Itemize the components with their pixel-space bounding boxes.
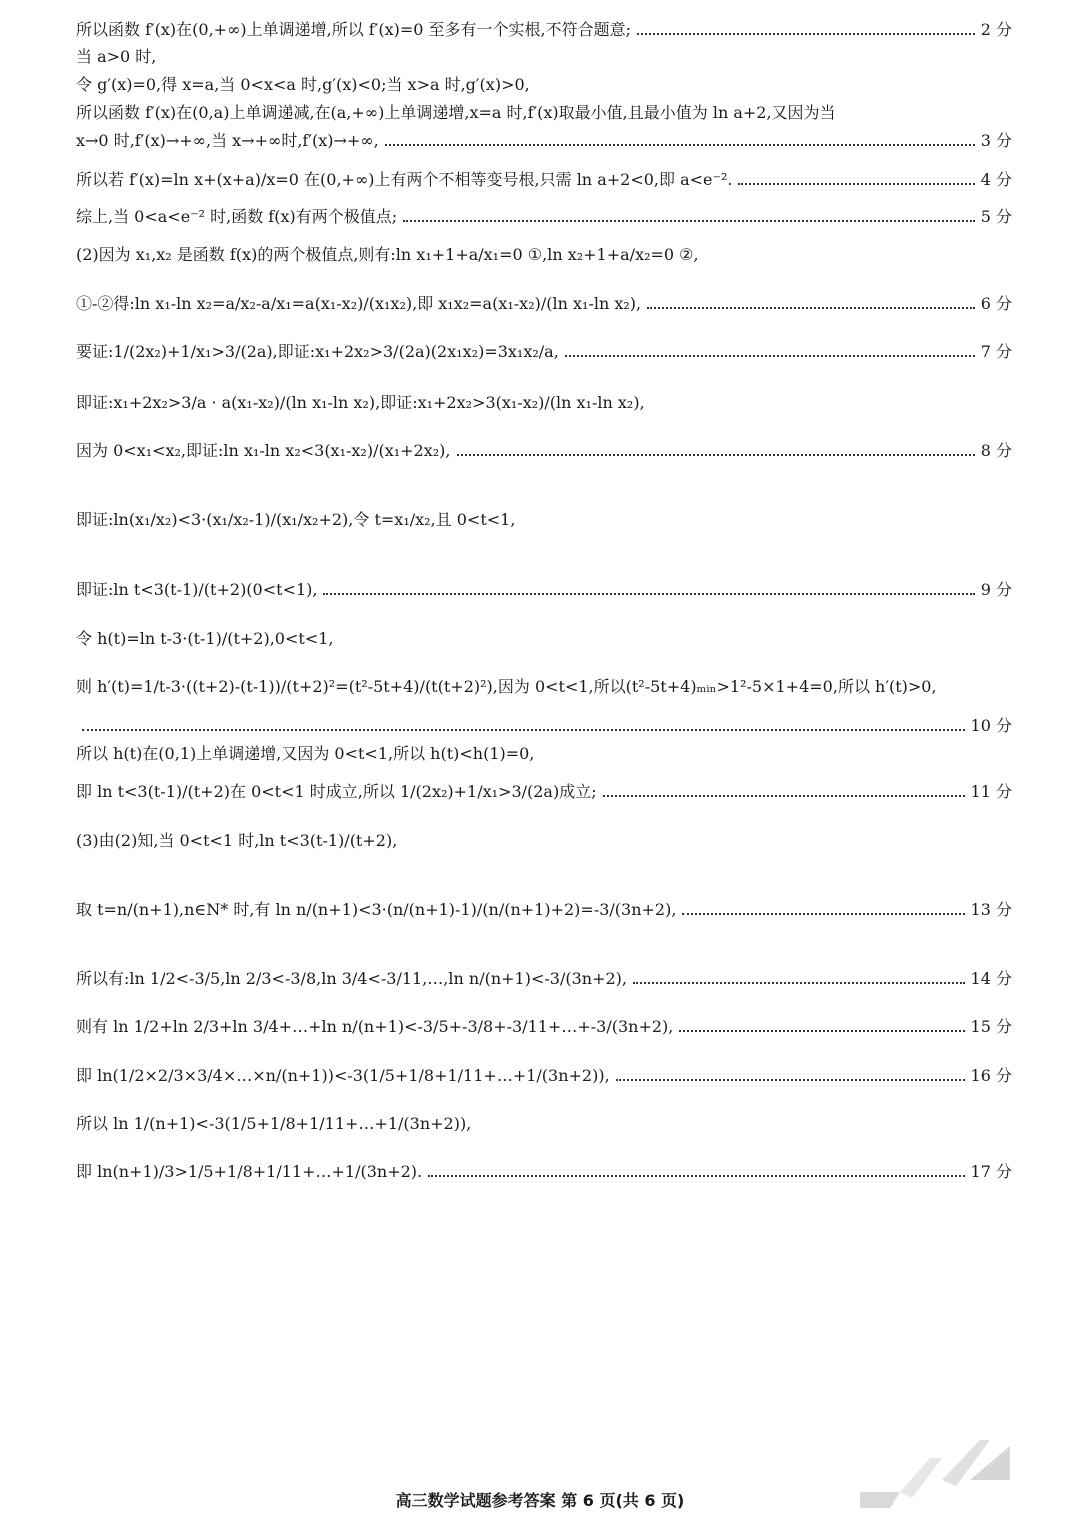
- solution-text: 所以若 f′(x)=ln x+(x+a)/x=0 在(0,+∞)上有两个不相等变号根,只需 ln a+2<0,即 a<e⁻².: [76, 170, 733, 189]
- solution-text: 令 h(t)=ln t-3·(t-1)/(t+2),0<t<1,: [76, 629, 334, 648]
- solution-line: [76, 1066, 1012, 1086]
- score-label: 9 分: [980, 580, 1012, 599]
- solution-text: 令 g′(x)=0,得 x=a,当 0<x<a 时,g′(x)<0;当 x>a 时,g′(x)>0,: [76, 75, 530, 94]
- solution-line: [76, 20, 1012, 40]
- dot-leader: [323, 593, 974, 595]
- score-label: 16 分: [970, 1066, 1012, 1085]
- solution-line: [76, 629, 1012, 649]
- solution-text: 所以有:ln 1/2<-3/5,ln 2/3<-3/8,ln 3/4<-3/11,…,ln n/(n+1)<-3/(3n+2),: [76, 969, 627, 988]
- solution-text: 所以函数 f′(x)在(0,+∞)上单调递增,所以 f′(x)=0 至多有一个实根,不符合题意;: [76, 20, 632, 39]
- score-label: 5 分: [980, 207, 1012, 226]
- solution-line: [76, 744, 1012, 764]
- score-label: 10 分: [970, 716, 1012, 735]
- solution-text: 即证:ln(x₁/x₂)<3·(x₁/x₂-1)/(x₁/x₂+2),令 t=x₁/x₂,且 0<t<1,: [76, 510, 516, 529]
- solution-line: [76, 170, 1012, 190]
- solution-line: [76, 245, 1012, 265]
- dot-leader: [679, 1030, 964, 1032]
- score-label: 11 分: [970, 782, 1012, 801]
- solution-text: 综上,当 0<a<e⁻² 时,函数 f(x)有两个极值点;: [76, 207, 398, 226]
- solution-line: [76, 677, 1012, 697]
- solution-text: 即证:ln t<3(t-1)/(t+2)(0<t<1),: [76, 580, 318, 599]
- dot-leader: [637, 33, 975, 35]
- solution-line: [76, 393, 1012, 413]
- score-label: 15 分: [970, 1017, 1012, 1036]
- score-label: 4 分: [980, 170, 1012, 189]
- dot-leader: [565, 355, 975, 357]
- dot-leader: [385, 144, 975, 146]
- solution-text: 即 ln(1/2×2/3×3/4×…×n/(n+1))<-3(1/5+1/8+1/11+…+1/(3n+2)),: [76, 1066, 610, 1085]
- solution-line: [76, 47, 1012, 67]
- dot-leader: [682, 913, 964, 915]
- solution-text: ①-②得:ln x₁-ln x₂=a/x₂-a/x₁=a(x₁-x₂)/(x₁x₂),即 x₁x₂=a(x₁-x₂)/(ln x₁-ln x₂),: [76, 294, 642, 313]
- solution-text: 则 h′(t)=1/t-3·((t+2)-(t-1))/(t+2)²=(t²-5t+4)/(t(t+2)²),因为 0<t<1,所以(t²-5t+4)ₘᵢₙ>1²-5×1+4=0,所以 h′(t)>0,: [76, 677, 937, 696]
- solution-line: [76, 716, 1012, 736]
- dot-leader: [428, 1175, 964, 1177]
- dot-leader: [403, 220, 975, 222]
- score-label: 3 分: [980, 131, 1012, 150]
- score-label: 14 分: [970, 969, 1012, 988]
- solution-text: x→0 时,f′(x)→+∞,当 x→+∞时,f′(x)→+∞,: [76, 131, 379, 150]
- solution-line: [76, 831, 1012, 851]
- dot-leader: [457, 454, 975, 456]
- solution-line: [76, 900, 1012, 920]
- dot-leader: [82, 729, 965, 731]
- solution-line: [76, 1017, 1012, 1037]
- solution-line: [76, 75, 1012, 95]
- solution-line: [76, 1114, 1012, 1134]
- solution-text: 所以函数 f′(x)在(0,a)上单调递减,在(a,+∞)上单调递增,x=a 时,f′(x)取最小值,且最小值为 ln a+2,又因为当: [76, 103, 836, 122]
- solution-text: 所以 h(t)在(0,1)上单调递增,又因为 0<t<1,所以 h(t)<h(1)=0,: [76, 744, 535, 763]
- score-label: 13 分: [970, 900, 1012, 919]
- dot-leader: [616, 1079, 965, 1081]
- solution-text: 要证:1/(2x₂)+1/x₁>3/(2a),即证:x₁+2x₂>3/(2a)(2x₁x₂)=3x₁x₂/a,: [76, 342, 559, 361]
- solution-text: (3)由(2)知,当 0<t<1 时,ln t<3(t-1)/(t+2),: [76, 831, 398, 850]
- solution-text: 因为 0<x₁<x₂,即证:ln x₁-ln x₂<3(x₁-x₂)/(x₁+2x₂),: [76, 441, 451, 460]
- solution-line: [76, 782, 1012, 802]
- solution-line: [76, 103, 1012, 123]
- solution-line: [76, 342, 1012, 362]
- score-label: 17 分: [970, 1162, 1012, 1181]
- solution-text: 取 t=n/(n+1),n∈N* 时,有 ln n/(n+1)<3·(n/(n+1)-1)/(n/(n+1)+2)=-3/(3n+2),: [76, 900, 677, 919]
- watermark-logo-icon: [860, 1440, 1010, 1510]
- score-label: 8 分: [980, 441, 1012, 460]
- score-label: 2 分: [980, 20, 1012, 39]
- solution-text: 所以 ln 1/(n+1)<-3(1/5+1/8+1/11+…+1/(3n+2)),: [76, 1114, 472, 1133]
- solution-line: [76, 131, 1012, 151]
- solution-line: [76, 510, 1012, 530]
- dot-leader: [633, 982, 965, 984]
- solution-line: [76, 294, 1012, 314]
- score-label: 7 分: [980, 342, 1012, 361]
- solution-line: [76, 1162, 1012, 1182]
- dot-leader: [647, 307, 975, 309]
- solution-line: [76, 441, 1012, 461]
- solution-text: 即证:x₁+2x₂>3/a · a(x₁-x₂)/(ln x₁-ln x₂),即证:x₁+2x₂>3(x₁-x₂)/(ln x₁-ln x₂),: [76, 393, 645, 412]
- solution-text: 即 ln(n+1)/3>1/5+1/8+1/11+…+1/(3n+2).: [76, 1162, 423, 1181]
- solution-text: (2)因为 x₁,x₂ 是函数 f(x)的两个极值点,则有:ln x₁+1+a/x₁=0 ①,ln x₂+1+a/x₂=0 ②,: [76, 245, 699, 264]
- solution-line: [76, 969, 1012, 989]
- solution-text: 即 ln t<3(t-1)/(t+2)在 0<t<1 时成立,所以 1/(2x₂)+1/x₁>3/(2a)成立;: [76, 782, 597, 801]
- dot-leader: [738, 183, 974, 185]
- dot-leader: [603, 795, 965, 797]
- solution-line: [76, 207, 1012, 227]
- solution-text: 则有 ln 1/2+ln 2/3+ln 3/4+…+ln n/(n+1)<-3/5+-3/8+-3/11+…+-3/(3n+2),: [76, 1017, 674, 1036]
- page-footer: 高三数学试题参考答案 第 6 页(共 6 页): [395, 1491, 685, 1510]
- score-label: 6 分: [980, 294, 1012, 313]
- solution-text: 当 a>0 时,: [76, 47, 157, 66]
- solution-line: [76, 580, 1012, 600]
